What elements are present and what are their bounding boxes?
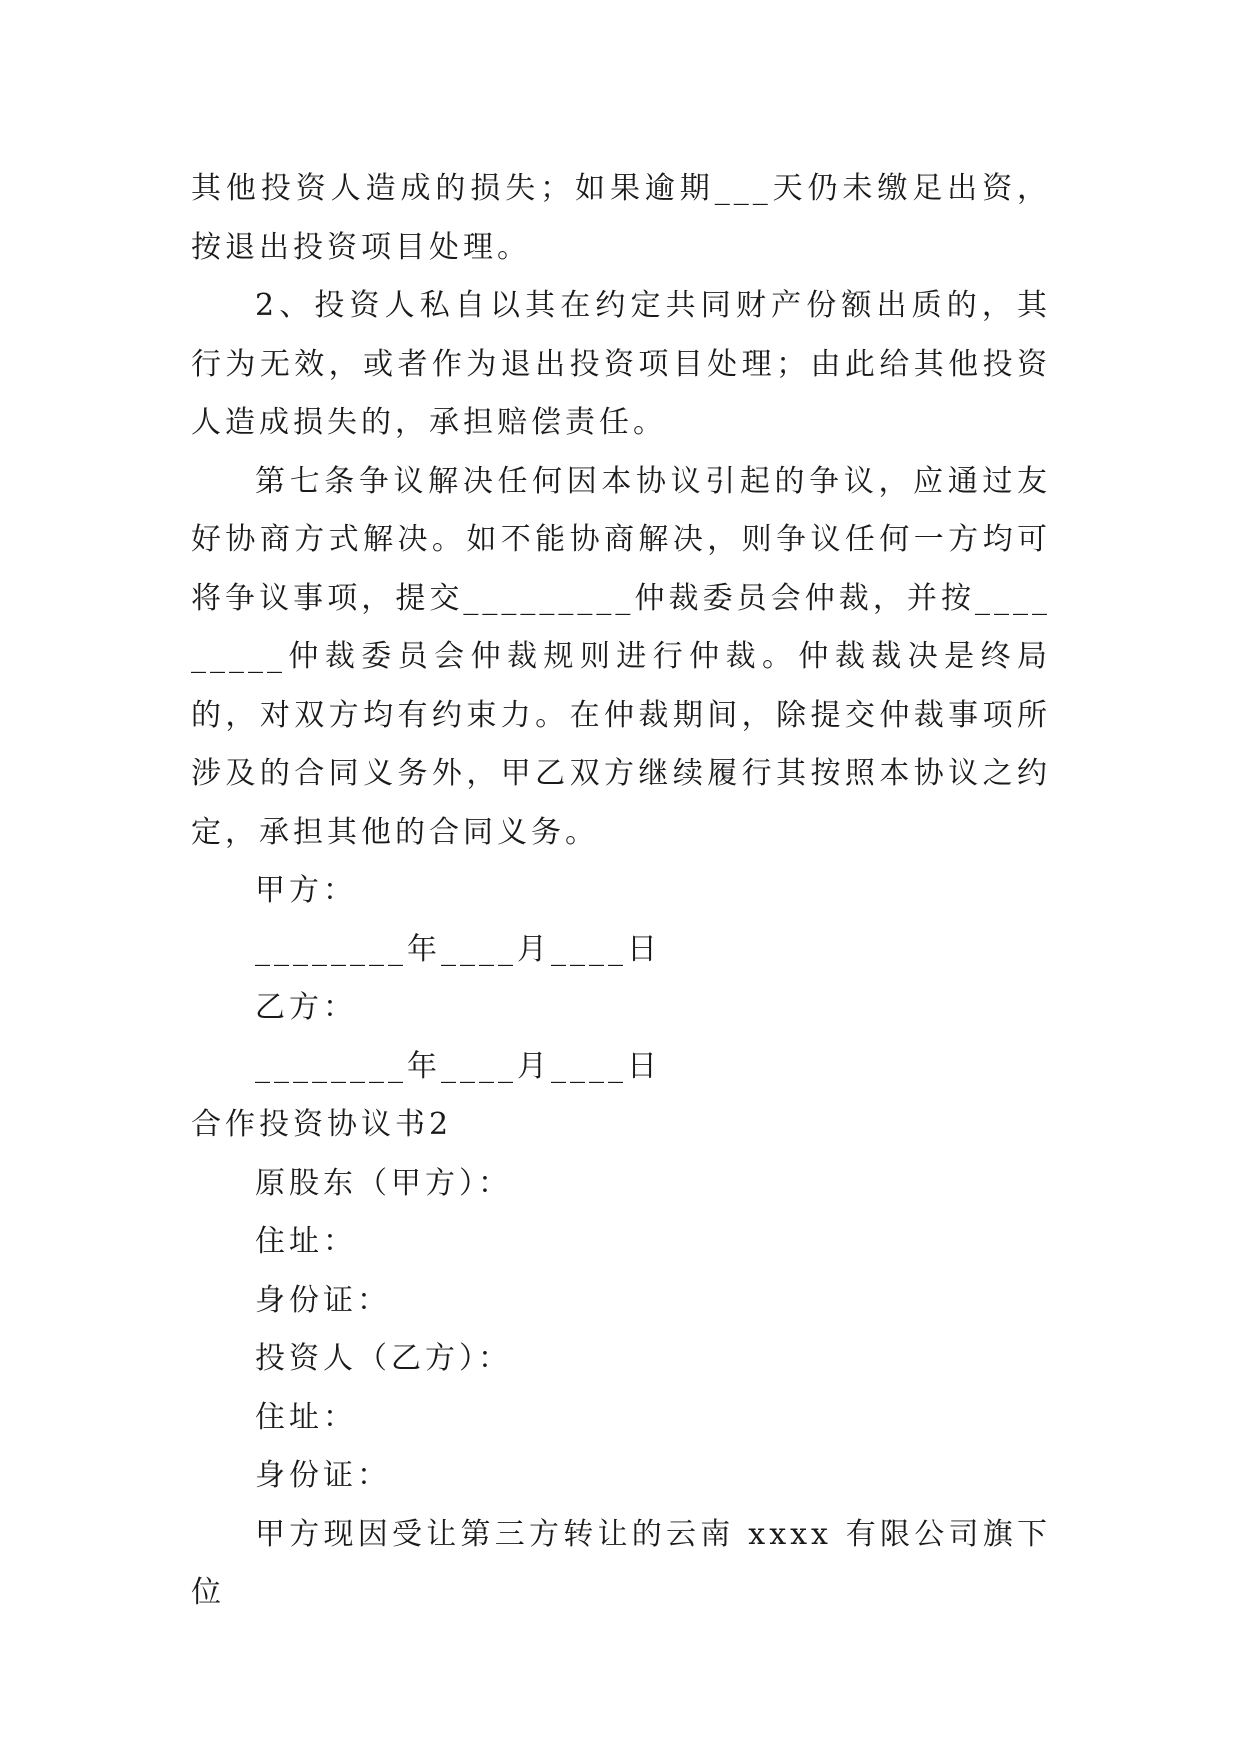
party-b-address-label: 住址： <box>255 1399 357 1435</box>
paragraph-overdue-capital: 其他投资人造成的损失；如果逾期___天仍未缴足出资，按退出投资项目处理。 <box>191 171 1051 265</box>
paragraph-dispute-resolution: 第七条争议解决任何因本协议引起的争议，应通过友好协商方式解决。如不能协商解决，则争议任何一方均可将争议事项，提交_________仲裁委员会仲裁，并按_________仲裁委员会仲裁规则进行仲裁。仲裁裁决是终局的，对双方均有约束力。在仲裁期间，除提交仲裁事项所涉及的合同义务外，甲乙双方继续履行其按照本协议之约定，承担其他的合同义务。 <box>191 463 1051 850</box>
party-a-date-line: ________年____月____日 <box>255 931 661 967</box>
party-b-id-label: 身份证： <box>255 1458 391 1493</box>
paragraph-transfer-intro: 甲方现因受让第三方转让的云南 xxxx 有限公司旗下位 <box>191 1516 1051 1610</box>
party-b-signature-label: 乙方： <box>255 990 357 1025</box>
party-a-id-label: 身份证： <box>255 1282 391 1318</box>
party-a-signature-label: 甲方： <box>255 873 357 908</box>
investor-label: 投资人（乙方）： <box>255 1341 512 1376</box>
party-a-address-label: 住址： <box>255 1224 357 1259</box>
document-body <box>191 160 1051 1623</box>
original-shareholder-label: 原股东（甲方）： <box>255 1165 512 1201</box>
party-b-date-line: ________年____月____日 <box>255 1048 661 1084</box>
paragraph-pledge-clause: 2、投资人私自以其在约定共同财产份额出质的，其行为无效，或者作为退出投资项目处理；由此给其他投资人造成损失的，承担赔偿责任。 <box>191 288 1051 440</box>
section-heading: 合作投资协议书2 <box>191 1107 453 1142</box>
